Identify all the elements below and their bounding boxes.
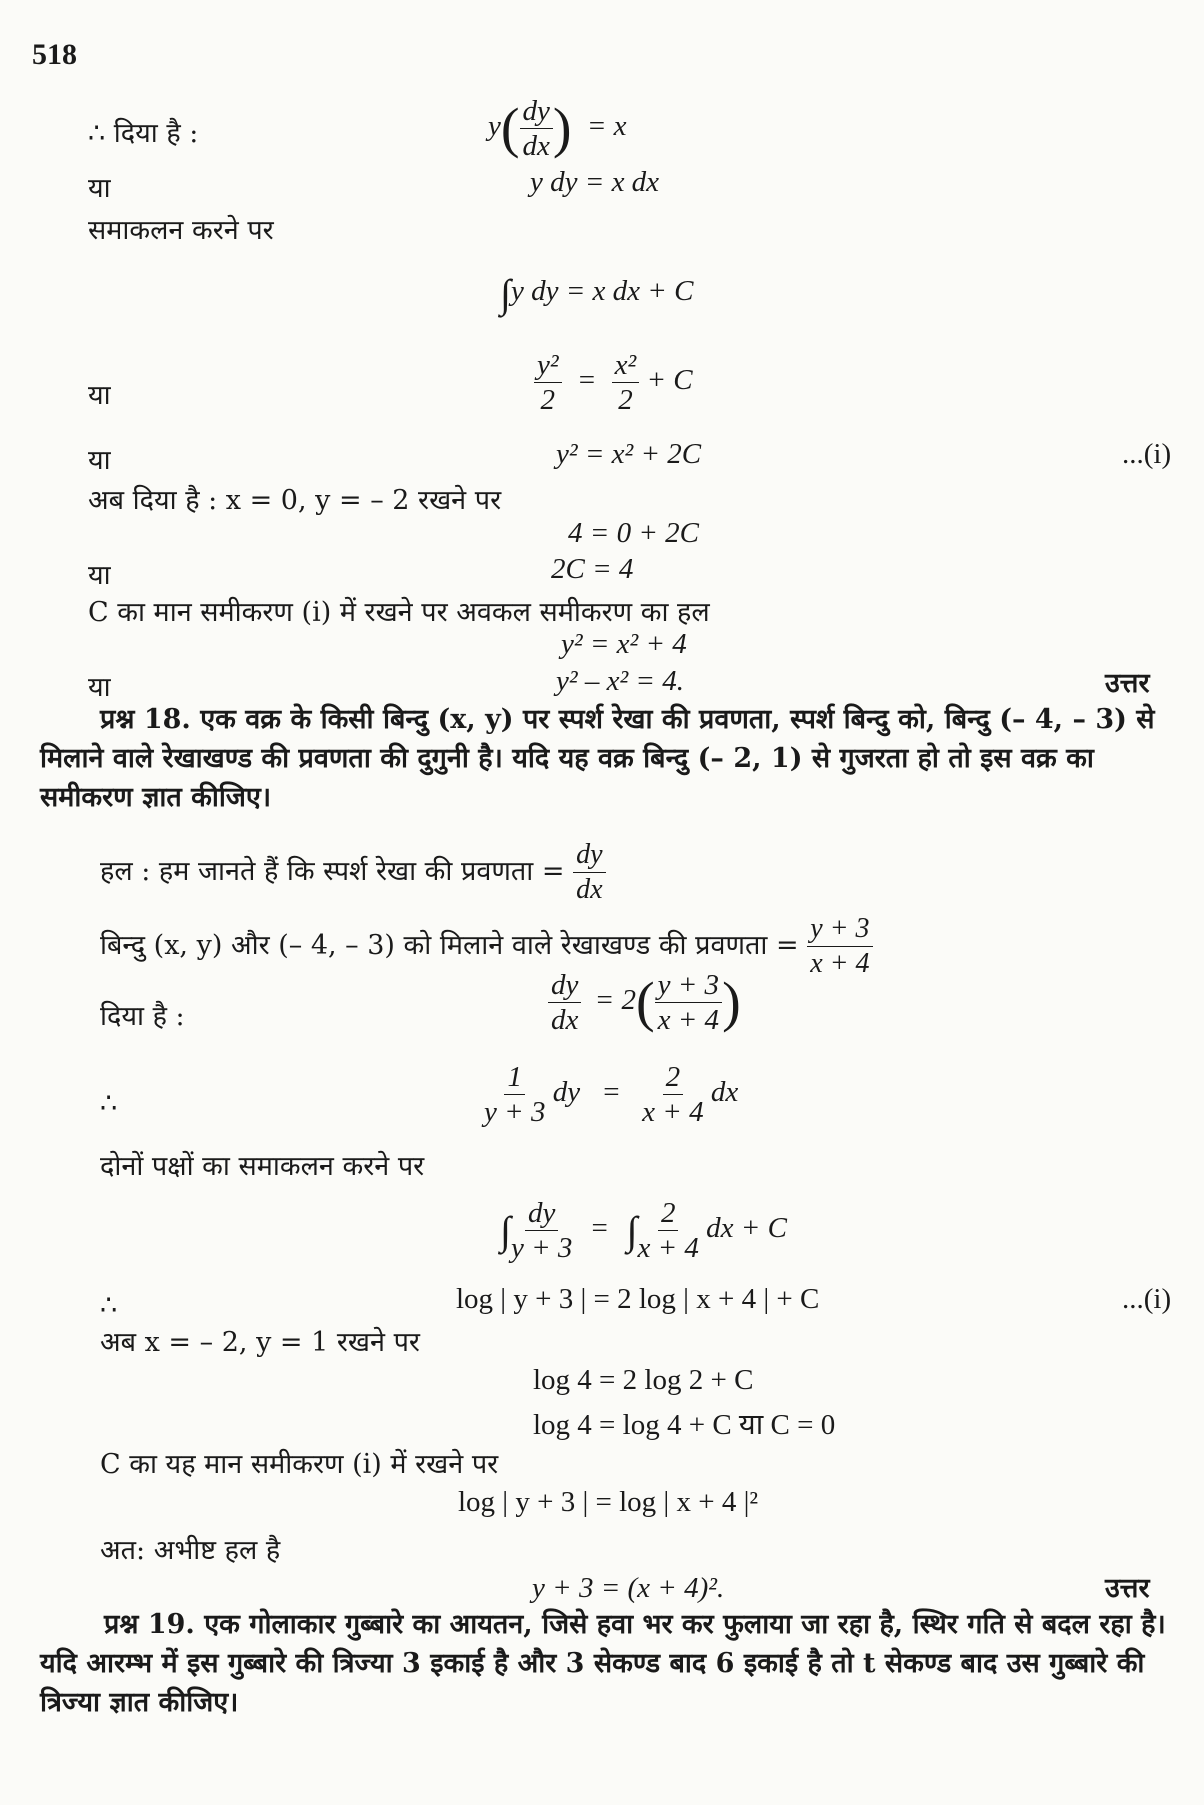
substitute-text: अब दिया है : x = 0, y = – 2 रखने पर [88,485,502,516]
substitute-text: C का यह मान समीकरण (i) में रखने पर [100,1449,499,1480]
integrate-label: समाकलन करने पर [88,215,274,246]
given-label: दिया है : [100,1001,185,1032]
separated-equation: y dy = x dx [530,166,660,198]
slope-equation: $\frac{dy}{dx}$ = 2( $\frac{y + 3}{x + 4}$ ) [548,968,741,1037]
constant-found: log 4 = log 4 + C या C = 0 [533,1409,836,1441]
substituted-equation: 4 = 0 + 2C [568,517,699,549]
equation-ref: ...(i) [1122,438,1172,470]
ya-label: या [88,445,111,476]
log-equation-i: log | y + 3 | = 2 log | x + 4 | + C [456,1283,820,1315]
constant-equation: 2C = 4 [551,553,634,585]
ya-label: या [88,173,111,204]
solution-intro: हल : हम जानते हैं कि स्पर्श रेखा की प्रवणता = $\frac{dy}{dx}$ [100,838,606,907]
answer-label: उत्तर [1105,668,1150,699]
integrate-both-text: दोनों पक्षों का समाकलन करने पर [100,1151,425,1182]
ya-label: या [88,560,111,591]
integral-equation: ∫ $\frac{dy}{y + 3}$ = ∫ $\frac{2}{x + 4}$ dx + C [500,1197,787,1264]
log-substituted: log 4 = 2 log 2 + C [533,1364,754,1396]
separated-equation: $\frac{1}{y + 3}$ dy = $\frac{2}{x + 4}$ dx [484,1061,739,1128]
final-equation: y² – x² = 4. [556,665,684,697]
final-equation: y + 3 = (x + 4)². [532,1572,725,1604]
ya-label: या [88,380,111,411]
question-19: प्रश्न 19. एक गोलाकार गुब्बारे का आयतन, जिसे हवा भर कर फुलाया जा रहा है, स्थिर गति से बदल रहा है। यदि आरम्भ में इस गुब्बारे की त्रिज्या 3 इकाई है और 3 सेकण्ड बाद 6 इकाई है तो t सेकण्ड बाद उस गुब्बारे की त्रिज्या ज्ञात कीजिए। [40,1609,1166,1718]
integral-equation: ∫y dy = x dx + C [500,271,694,316]
solution-equation: y² = x² + 4 [561,628,687,660]
segment-slope: बिन्दु (x, y) और (– 4, – 3) को मिलाने वाले रेखाखण्ड की प्रवणता = $\frac{y + 3}{x + 4}$ [100,912,873,981]
therefore-sign: ∴ [100,1290,118,1321]
log-solution: log | y + 3 | = log | x + 4 |² [458,1486,759,1518]
integrated-equation: $\frac{\text{y²}}{2}$ = $\frac{\text{x²}}{2}$ + C [534,348,693,417]
given-equation: y( $\frac{dy}{dx}$ ) = x [488,95,627,162]
therefore-sign: ∴ [100,1088,118,1119]
question-18: प्रश्न 18. एक वक्र के किसी बिन्दु (x, y) पर स्पर्श रेखा की प्रवणता, स्पर्श बिन्दु को, बिन्दु (– 4, – 3) से मिलाने वाले रेखाखण्ड की प्रवणता की दुगुनी है। यदि यह वक्र बिन्दु (– 2, 1) से गुजरता हो तो इस वक्र का समीकरण ज्ञात कीजिए। [40,704,1155,813]
given-label: ∴ दिया है : [88,118,199,149]
page-number: 518 [32,38,77,71]
equation-ref: ...(i) [1122,1283,1172,1315]
required-solution-text: अत: अभीष्ट हल है [100,1535,281,1566]
ya-label: या [88,672,111,703]
substitute-text: अब x = – 2, y = 1 रखने पर [100,1327,420,1358]
substitute-text: C का मान समीकरण (i) में रखने पर अवकल समीकरण का हल [88,597,710,628]
answer-label: उत्तर [1105,1573,1150,1604]
equation-i: y² = x² + 2C [556,438,702,470]
